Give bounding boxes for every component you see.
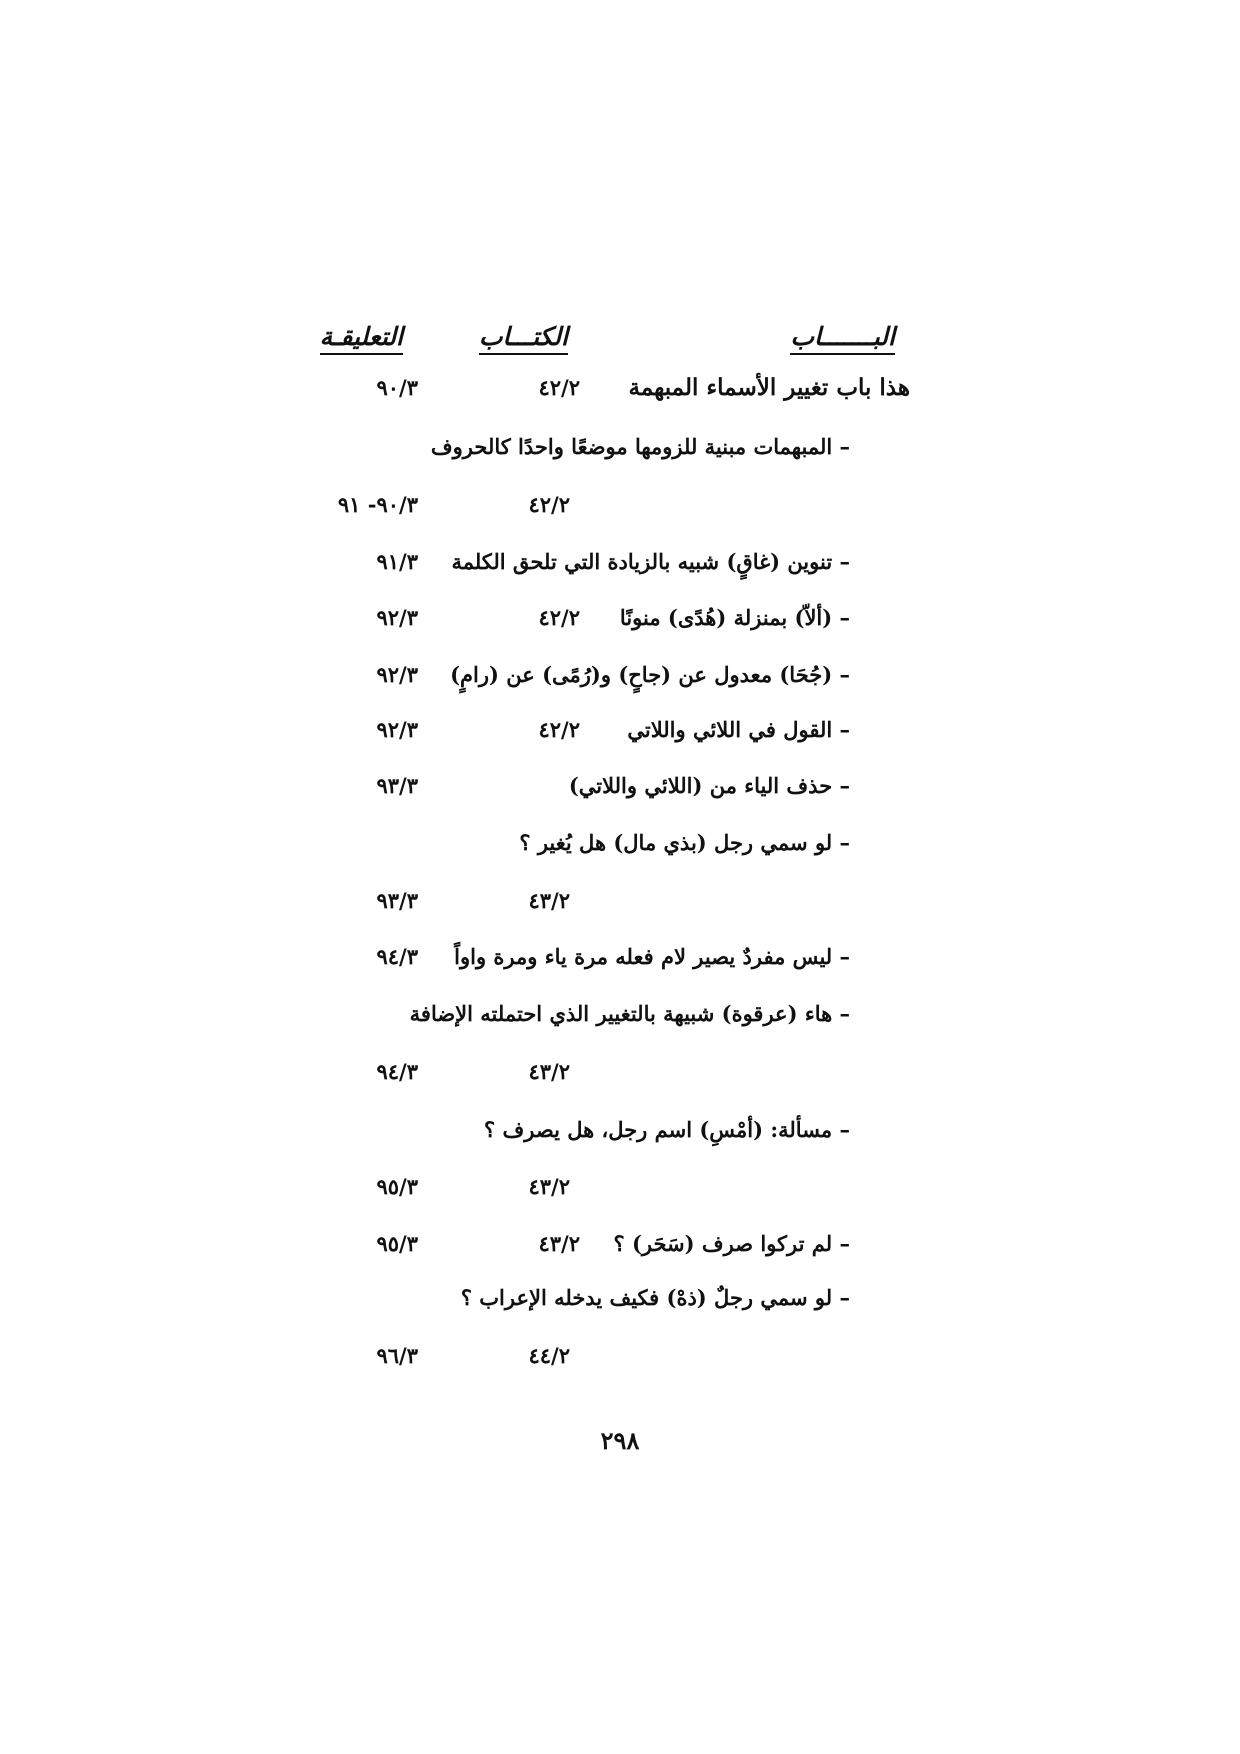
header-kitab: الكتـــاب <box>479 322 568 355</box>
index-row <box>0 937 1240 977</box>
index-row <box>0 1278 1240 1318</box>
taliqa-reference: ٩٣/٣ <box>376 773 418 798</box>
page-number: ٢٩٨ <box>600 1426 640 1455</box>
topic-entry: – مسألة: (أمْسِ) اسم رجل، هل يصرف ؟ <box>484 1117 850 1142</box>
topic-entry: – (ألاّ) بمنزلة (هُدًى) منونًا <box>619 605 850 630</box>
kitab-reference: ٤٣/٢ <box>528 888 570 913</box>
header-bab: البـــــــاب <box>790 322 895 355</box>
taliqa-reference: ٩٤/٣ <box>376 1059 418 1084</box>
taliqa-reference: ٩٤/٣ <box>376 944 418 969</box>
taliqa-reference: ٩٣/٣ <box>376 888 418 913</box>
index-row <box>0 427 1240 467</box>
topic-entry: – هاء (عرقوة) شبيهة بالتغيير الذي احتملته الإضافة <box>409 1001 850 1026</box>
taliqa-reference: ٩٠/٣ <box>376 375 418 400</box>
topic-entry: – لم تركوا صرف (سَحَر) ؟ <box>613 1231 850 1256</box>
topic-entry: – ليس مفردٌ يصير لام فعله مرة ياء ومرة واواً <box>454 944 850 969</box>
index-row <box>0 655 1240 695</box>
kitab-reference: ٤٣/٢ <box>528 1059 570 1084</box>
index-row <box>0 766 1240 806</box>
index-row <box>0 710 1240 750</box>
topic-entry: – لو سمي رجلٌ (ذهْ) فكيف يدخله الإعراب ؟ <box>460 1285 850 1310</box>
kitab-reference: ٤٤/٢ <box>528 1343 570 1368</box>
index-row <box>0 368 1240 408</box>
topic-entry: – المبهمات مبنية للزومها موضعًا واحدًا كالحروف <box>430 434 850 459</box>
kitab-reference: ٤٢/٢ <box>528 492 570 517</box>
kitab-reference: ٤٣/٢ <box>528 1174 570 1199</box>
index-row <box>0 598 1240 638</box>
index-row <box>0 1052 1240 1092</box>
header-taliqa: التعليقـة <box>320 322 403 355</box>
taliqa-reference: ٩١/٣ <box>376 549 418 574</box>
kitab-reference: ٤٢/٢ <box>538 375 580 400</box>
index-row <box>0 1336 1240 1376</box>
chapter-title: هذا باب تغيير الأسماء المبهمة <box>628 374 910 401</box>
index-row <box>0 1224 1240 1264</box>
taliqa-reference: ٩٠/٣- ٩١ <box>337 492 418 517</box>
taliqa-reference: ٩٢/٣ <box>376 605 418 630</box>
taliqa-reference: ٩٥/٣ <box>376 1174 418 1199</box>
topic-entry: – القول في اللائي واللاتي <box>627 717 850 742</box>
topic-entry: – لو سمي رجل (بذي مال) هل يُغير ؟ <box>519 830 850 855</box>
index-row <box>0 542 1240 582</box>
index-row <box>0 1167 1240 1207</box>
index-row <box>0 881 1240 921</box>
topic-entry: – (جُحَا) معدول عن (جاحٍ) و(رُمًى) عن (رامٍ) <box>450 662 850 687</box>
kitab-reference: ٤٢/٢ <box>538 717 580 742</box>
kitab-reference: ٤٣/٢ <box>538 1231 580 1256</box>
index-row <box>0 823 1240 863</box>
topic-entry: – حذف الياء من (اللائي واللاتي) <box>568 773 850 798</box>
topic-entry: – تنوين (غاقٍ) شبيه بالزيادة التي تلحق الكلمة <box>451 549 850 574</box>
taliqa-reference: ٩٦/٣ <box>376 1343 418 1368</box>
taliqa-reference: ٩٢/٣ <box>376 717 418 742</box>
kitab-reference: ٤٢/٢ <box>538 605 580 630</box>
index-row <box>0 485 1240 525</box>
taliqa-reference: ٩٥/٣ <box>376 1231 418 1256</box>
taliqa-reference: ٩٢/٣ <box>376 662 418 687</box>
index-row <box>0 994 1240 1034</box>
index-row <box>0 1110 1240 1150</box>
